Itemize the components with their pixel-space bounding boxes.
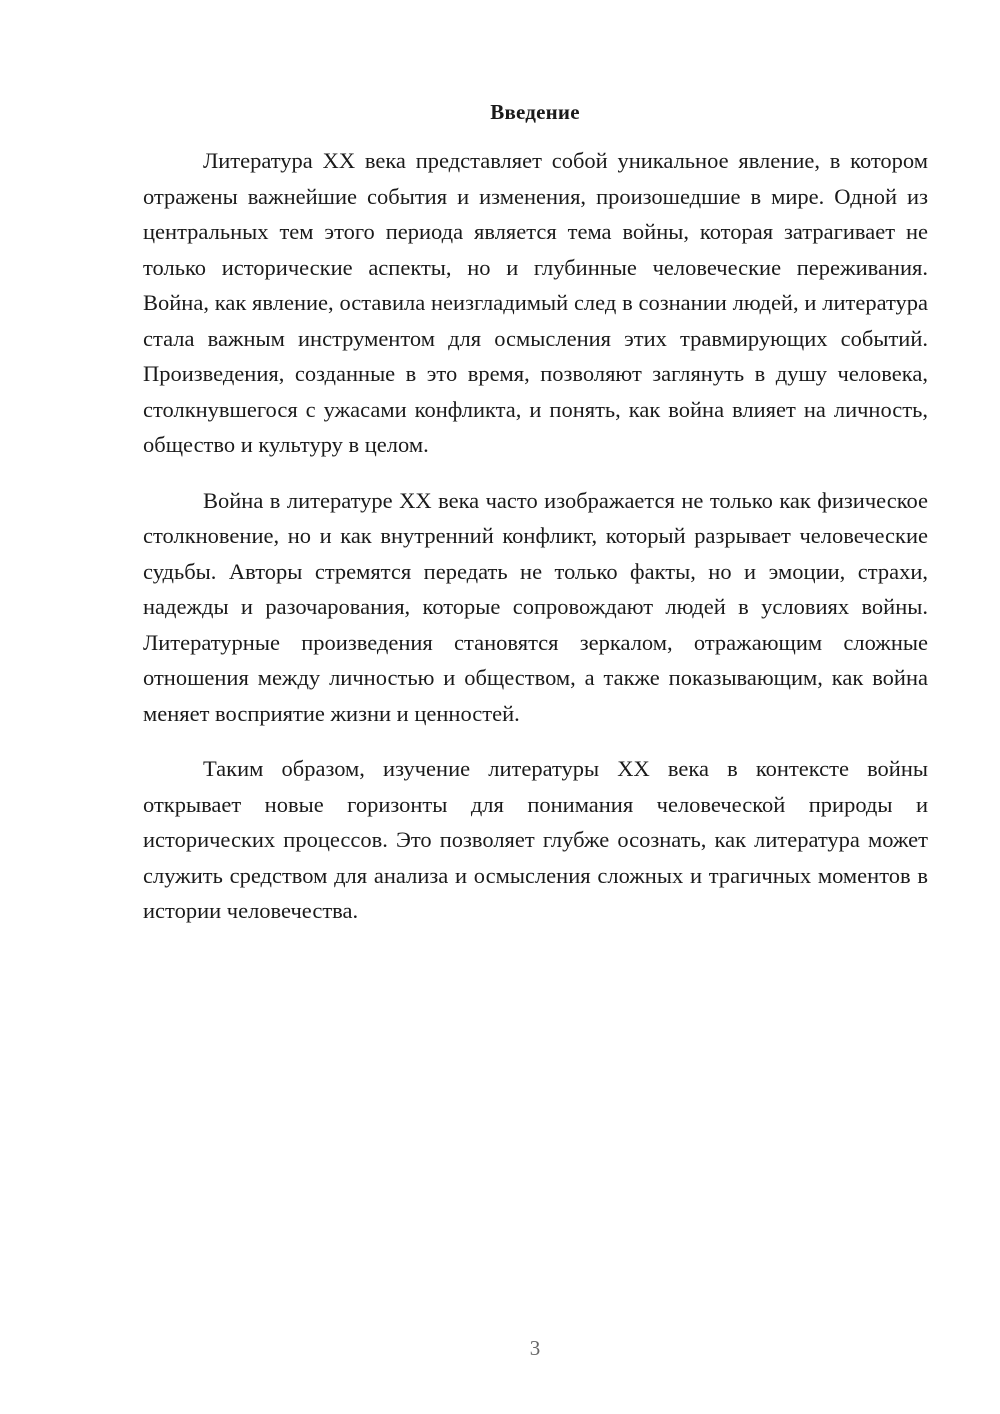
section-title: Введение	[490, 100, 580, 124]
paragraph-2: Война в литературе XX века часто изображается не только как физическое столкновение, но и как внутренний конфликт, который разрывает человеческие судьбы. Авторы стремятся передать не только факты, но и эмоции, страхи, надежды и разочарования, которые сопровождают людей в условиях войны. Литературные произведения становятся зеркалом, отражающим сложные отношения между личностью и обществом, а также показывающим, как война меняет восприятие жизни и ценностей.	[143, 487, 928, 726]
paragraph-3: Таким образом, изучение литературы XX века в контексте войны открывает новые горизонты для понимания человеческой природы и исторических процессов. Это позволяет глубже осознать, как литература может служить средством для анализа и осмысления сложных и трагичных моментов в истории человечества.	[143, 756, 928, 923]
body-text	[143, 143, 928, 949]
page-number: 3	[529, 1336, 541, 1360]
paragraph-1: Литература XX века представляет собой уникальное явление, в котором отражены важнейшие события и изменения, произошедшие в мире. Одной из центральных тем этого периода является тема войны, которая затрагивает не только исторические аспекты, но и глубинные человеческие переживания. Война, как явление, оставила неизгладимый след в сознании людей, и литература стала важным инструментом для осмысления этих травмирующих событий. Произведения, созданные в это время, позволяют заглянуть в душу человека, столкнувшегося с ужасами конфликта, и понять, как война влияет на личность, общество и культуру в целом.	[143, 148, 928, 457]
